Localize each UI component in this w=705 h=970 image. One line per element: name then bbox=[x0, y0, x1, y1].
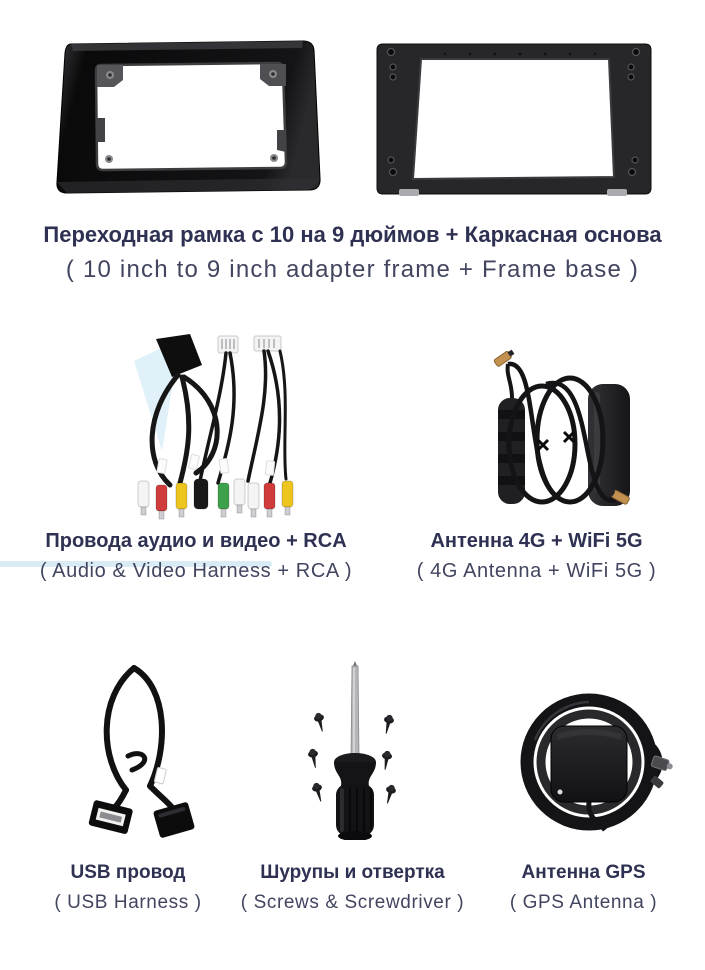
harness-title-ru: Провода аудио и видео + RCA bbox=[45, 530, 347, 552]
usb-connector-left bbox=[88, 800, 133, 835]
usb-caption bbox=[8, 862, 248, 914]
usb-title-en: ( USB Harness ) bbox=[54, 892, 202, 913]
usb-cable bbox=[104, 668, 174, 814]
usb-connector-right bbox=[153, 802, 195, 839]
screwdriver-photo bbox=[285, 660, 425, 840]
adapter-frame-photo bbox=[53, 38, 323, 196]
screws-title-ru: Шурупы и отвертка bbox=[260, 862, 445, 883]
usb-title-ru: USB провод bbox=[70, 862, 186, 883]
adapter-frame-screw-holes bbox=[105, 70, 278, 163]
gps-antenna-photo bbox=[505, 680, 675, 845]
antenna-4g-title-ru: Антенна 4G + WiFi 5G bbox=[430, 530, 643, 552]
screws-caption bbox=[225, 862, 480, 914]
screws-title-en: ( Screws & Screwdriver ) bbox=[240, 892, 465, 913]
harness-white-connectors bbox=[218, 336, 281, 353]
frame-base-photo bbox=[375, 42, 653, 197]
frames-title-en: ( 10 inch to 9 inch adapter frame + Frame base ) bbox=[65, 256, 640, 283]
frame-base-screw-holes bbox=[387, 49, 639, 176]
antenna-4g-caption bbox=[368, 530, 705, 583]
harness-title-en: ( Audio & Video Harness + RCA ) bbox=[39, 560, 353, 582]
gps-caption bbox=[462, 862, 705, 914]
harness-sleeve-tags bbox=[157, 454, 275, 475]
rca-plugs bbox=[138, 479, 293, 519]
antenna-4g-title-en: ( 4G Antenna + WiFi 5G ) bbox=[416, 560, 657, 582]
gps-title-ru: Антенна GPS bbox=[521, 862, 646, 883]
frames-row bbox=[0, 38, 705, 197]
av-harness-photo bbox=[130, 333, 310, 523]
antenna-4g-photo bbox=[482, 340, 642, 510]
frames-title-ru: Переходная рамка с 10 на 9 дюймов + Каркасная основа bbox=[43, 222, 662, 247]
gps-title-en: ( GPS Antenna ) bbox=[509, 892, 658, 913]
harness-caption bbox=[18, 530, 374, 583]
usb-harness-photo bbox=[70, 662, 210, 842]
